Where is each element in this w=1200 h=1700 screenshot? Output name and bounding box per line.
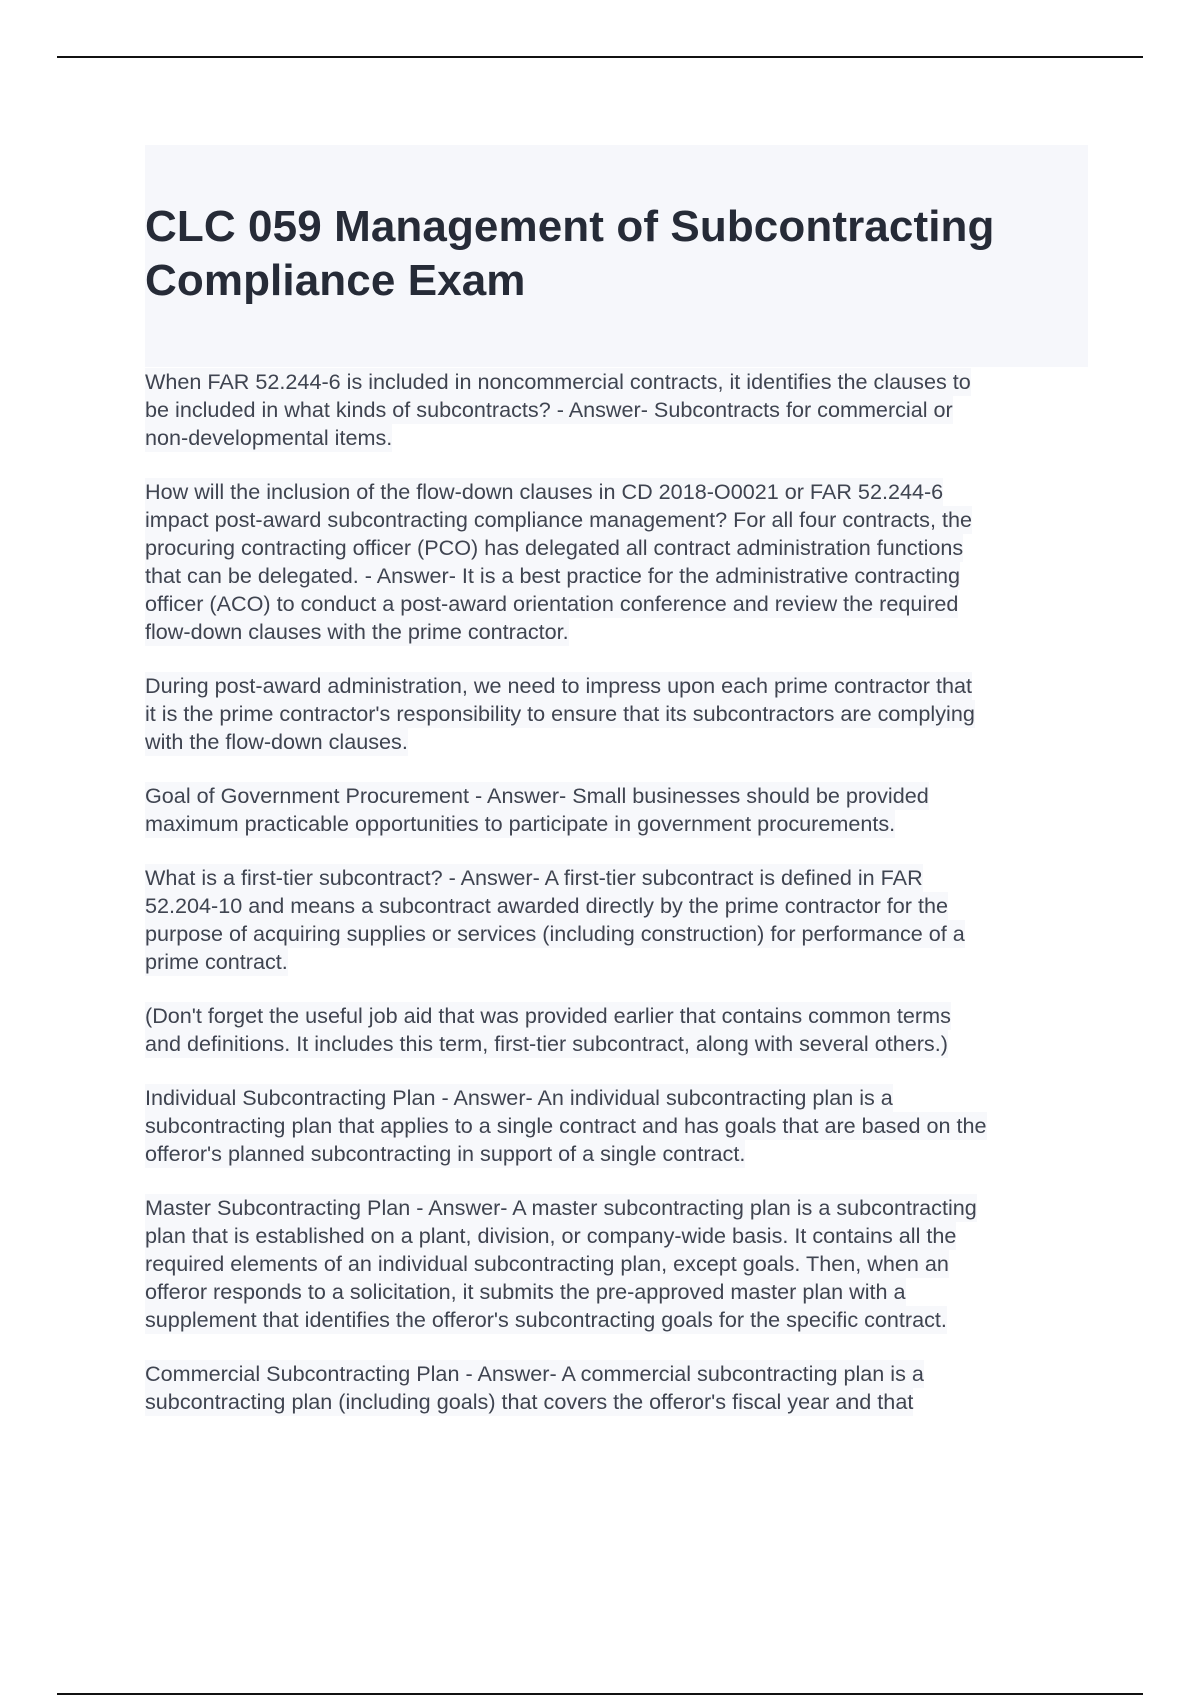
bottom-rule [57,1693,1143,1695]
paragraph-line: purpose of acquiring supplies or services (including construction) for performance of a [145,921,965,946]
paragraph-line: prime contract. [145,949,288,974]
top-rule [57,56,1143,58]
page-title [145,200,994,308]
qa-paragraph [145,1194,1090,1334]
paragraph-line: What is a first-tier subcontract? - Answer- A first-tier subcontract is defined in FAR [145,865,923,890]
paragraph-line: offeror's planned subcontracting in support of a single contract. [145,1141,746,1166]
paragraph-line: How will the inclusion of the flow-down clauses in CD 2018-O0021 or FAR 52.244-6 [145,479,944,504]
paragraph-line: During post-award administration, we need to impress upon each prime contractor that [145,673,972,698]
paragraph-line: subcontracting plan that applies to a single contract and has goals that are based on the [145,1113,987,1138]
title-line-1: CLC 059 Management of Subcontracting [145,202,995,251]
paragraph-line: that can be delegated. - Answer- It is a best practice for the administrative contracting [145,563,960,588]
paragraph-line: non-developmental items. [145,425,393,450]
paragraph-line: procuring contracting officer (PCO) has delegated all contract administration functions [145,535,964,560]
paragraph-line: it is the prime contractor's responsibility to ensure that its subcontractors are complying [145,701,975,726]
qa-paragraph [145,478,1090,646]
paragraph-line: and definitions. It includes this term, first-tier subcontract, along with several others.) [145,1031,948,1056]
title-line-2: Compliance Exam [145,256,526,305]
qa-paragraph [145,864,1090,976]
title-block [145,145,1088,367]
paragraph-line: Master Subcontracting Plan - Answer- A master subcontracting plan is a subcontracting [145,1195,977,1220]
paragraph-line: When FAR 52.244-6 is included in noncommercial contracts, it identifies the clauses to [145,369,971,394]
qa-paragraph [145,1360,1090,1416]
qa-paragraph [145,1084,1090,1168]
paragraph-line: 52.204-10 and means a subcontract awarded directly by the prime contractor for the [145,893,949,918]
paragraph-line: supplement that identifies the offeror's subcontracting goals for the specific contract. [145,1307,947,1332]
paragraph-line: be included in what kinds of subcontracts? - Answer- Subcontracts for commercial or [145,397,953,422]
paragraph-line: subcontracting plan (including goals) that covers the offeror's fiscal year and that [145,1389,914,1414]
qa-paragraph [145,368,1090,452]
qa-paragraph [145,672,1090,756]
paragraph-line: plan that is established on a plant, division, or company-wide basis. It contains all the [145,1223,957,1248]
paragraph-line: officer (ACO) to conduct a post-award orientation conference and review the required [145,591,959,616]
qa-paragraph [145,1002,1090,1058]
paragraph-line: Individual Subcontracting Plan - Answer- An individual subcontracting plan is a [145,1085,893,1110]
paragraph-line: impact post-award subcontracting compliance management? For all four contracts, the [145,507,972,532]
paragraph-line: (Don't forget the useful job aid that was provided earlier that contains common terms [145,1003,951,1028]
paragraph-line: Goal of Government Procurement - Answer- Small businesses should be provided [145,783,929,808]
paragraph-line: required elements of an individual subcontracting plan, except goals. Then, when an [145,1251,949,1276]
qa-paragraph [145,782,1090,838]
paragraph-line: flow-down clauses with the prime contractor. [145,619,569,644]
paragraph-line: Commercial Subcontracting Plan - Answer- A commercial subcontracting plan is a [145,1361,924,1386]
document-body [145,368,1090,1442]
paragraph-line: with the flow-down clauses. [145,729,408,754]
paragraph-line: maximum practicable opportunities to participate in government procurements. [145,811,896,836]
paragraph-line: offeror responds to a solicitation, it submits the pre-approved master plan with a [145,1279,906,1304]
